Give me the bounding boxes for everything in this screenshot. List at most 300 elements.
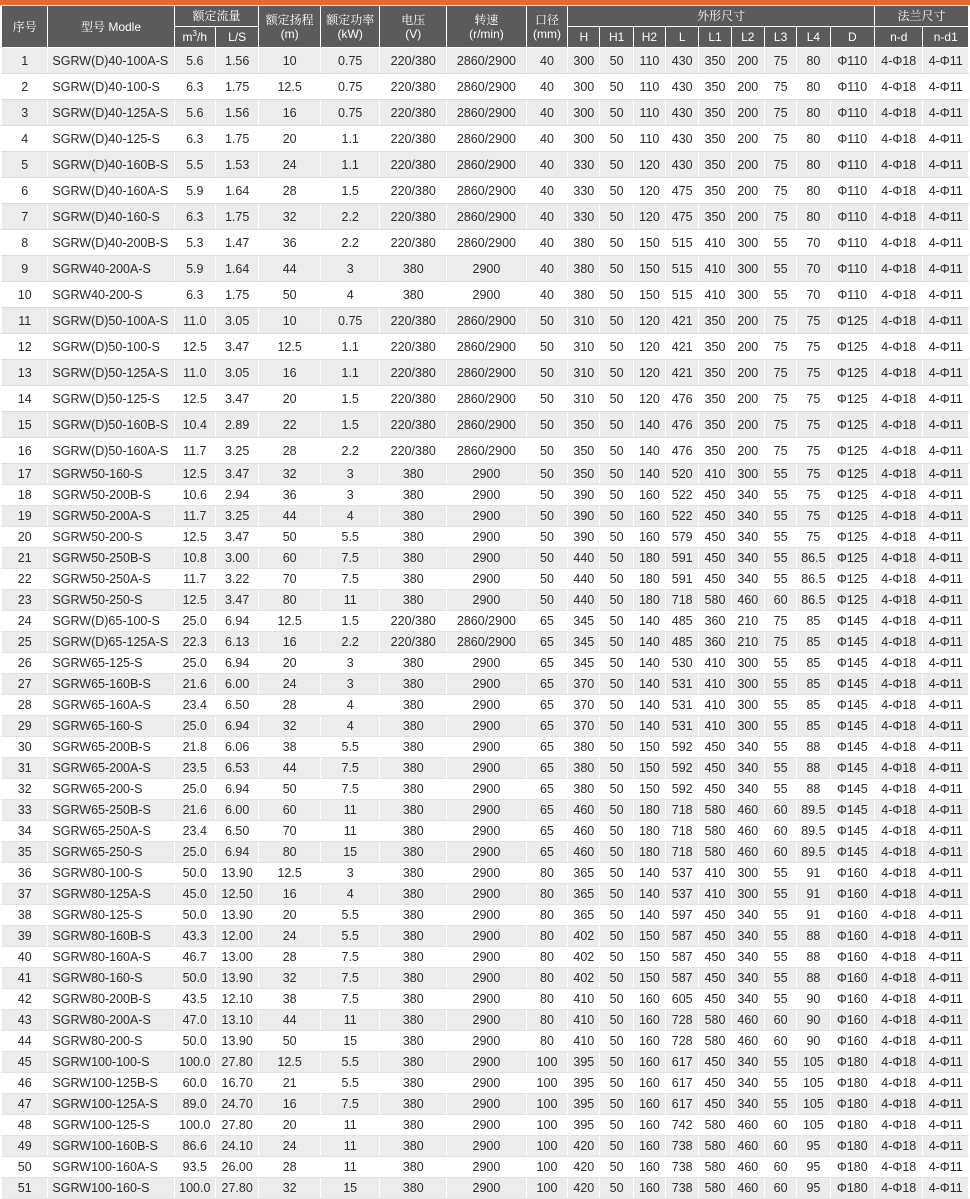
table-cell: 380 bbox=[380, 282, 447, 308]
table-cell: 5.9 bbox=[174, 178, 215, 204]
table-cell: 60 bbox=[764, 842, 796, 863]
table-cell: 1.1 bbox=[320, 334, 380, 360]
table-cell: 37 bbox=[2, 884, 48, 905]
table-cell: 4-Φ11 bbox=[923, 464, 969, 485]
table-cell: 50 bbox=[600, 282, 633, 308]
table-cell: 65 bbox=[526, 674, 567, 695]
table-cell: 617 bbox=[666, 1073, 699, 1094]
table-row bbox=[2, 48, 969, 74]
table-cell: 75 bbox=[797, 386, 830, 412]
table-cell: Φ110 bbox=[830, 204, 874, 230]
table-cell: 380 bbox=[380, 1115, 447, 1136]
table-cell: 40 bbox=[526, 100, 567, 126]
table-cell: 12.5 bbox=[259, 1052, 321, 1073]
table-cell: 86.5 bbox=[797, 590, 830, 611]
table-cell: 32 bbox=[259, 464, 321, 485]
table-cell: 120 bbox=[633, 204, 665, 230]
table-cell: 340 bbox=[731, 779, 764, 800]
table-cell: 10 bbox=[2, 282, 48, 308]
table-cell: 4-Φ11 bbox=[923, 204, 969, 230]
table-cell: Φ110 bbox=[830, 74, 874, 100]
table-cell: 4-Φ18 bbox=[875, 905, 923, 926]
table-cell: 12.5 bbox=[259, 334, 321, 360]
table-cell: 55 bbox=[764, 905, 796, 926]
table-cell: 29 bbox=[2, 716, 48, 737]
table-cell: 32 bbox=[259, 1178, 321, 1199]
table-row bbox=[2, 926, 969, 947]
table-cell: 140 bbox=[633, 695, 665, 716]
table-cell: 50 bbox=[600, 230, 633, 256]
table-cell: 430 bbox=[666, 48, 699, 74]
table-cell: 460 bbox=[731, 590, 764, 611]
table-cell: 2900 bbox=[447, 737, 527, 758]
table-cell: 55 bbox=[764, 779, 796, 800]
table-cell: 12.50 bbox=[215, 884, 258, 905]
table-cell: SGRW65-160-S bbox=[48, 716, 174, 737]
table-cell: 40 bbox=[526, 256, 567, 282]
table-row bbox=[2, 1031, 969, 1052]
table-cell: 31 bbox=[2, 758, 48, 779]
table-cell: SGRW80-160B-S bbox=[48, 926, 174, 947]
col-head: 额定扬程 (m) bbox=[259, 6, 321, 48]
table-cell: 140 bbox=[633, 653, 665, 674]
table-cell: 3.47 bbox=[215, 590, 258, 611]
table-row bbox=[2, 282, 969, 308]
table-cell: 537 bbox=[666, 884, 699, 905]
table-cell: 100 bbox=[526, 1136, 567, 1157]
table-cell: 738 bbox=[666, 1178, 699, 1199]
table-cell: 340 bbox=[731, 569, 764, 590]
table-cell: 2900 bbox=[447, 884, 527, 905]
table-cell: Φ145 bbox=[830, 716, 874, 737]
table-cell: 220/380 bbox=[380, 632, 447, 653]
table-cell: 88 bbox=[797, 926, 830, 947]
table-row bbox=[2, 821, 969, 842]
table-cell: 11 bbox=[320, 821, 380, 842]
table-cell: 220/380 bbox=[380, 204, 447, 230]
table-cell: 380 bbox=[380, 968, 447, 989]
table-cell: 91 bbox=[797, 905, 830, 926]
table-cell: 380 bbox=[380, 863, 447, 884]
col-dims: 外形尺寸 bbox=[568, 6, 875, 27]
table-cell: 476 bbox=[666, 386, 699, 412]
table-cell: 300 bbox=[731, 653, 764, 674]
table-cell: 50 bbox=[600, 821, 633, 842]
table-cell: SGRW(D)65-100-S bbox=[48, 611, 174, 632]
table-cell: 50 bbox=[600, 438, 633, 464]
table-cell: Φ125 bbox=[830, 308, 874, 334]
table-cell: 10.8 bbox=[174, 548, 215, 569]
col-dim-l2: L2 bbox=[731, 27, 764, 48]
table-row bbox=[2, 464, 969, 485]
table-cell: 20 bbox=[2, 527, 48, 548]
table-cell: 592 bbox=[666, 737, 699, 758]
table-row bbox=[2, 632, 969, 653]
table-cell: 2860/2900 bbox=[447, 48, 527, 74]
table-cell: 340 bbox=[731, 527, 764, 548]
table-cell: Φ160 bbox=[830, 968, 874, 989]
table-cell: Φ180 bbox=[830, 1136, 874, 1157]
table-cell: 55 bbox=[764, 464, 796, 485]
table-cell: 13.90 bbox=[215, 968, 258, 989]
table-cell: 200 bbox=[731, 386, 764, 412]
table-cell: 160 bbox=[633, 1031, 665, 1052]
table-cell: 520 bbox=[666, 464, 699, 485]
table-cell: 450 bbox=[699, 1094, 731, 1115]
table-cell: SGRW65-250A-S bbox=[48, 821, 174, 842]
table-cell: 48 bbox=[2, 1115, 48, 1136]
table-cell: 100.0 bbox=[174, 1178, 215, 1199]
table-row bbox=[2, 611, 969, 632]
table-cell: 3 bbox=[320, 464, 380, 485]
table-cell: 2900 bbox=[447, 989, 527, 1010]
table-cell: 50 bbox=[600, 884, 633, 905]
table-cell: 1.56 bbox=[215, 100, 258, 126]
table-cell: 50 bbox=[600, 569, 633, 590]
table-cell: 50 bbox=[600, 842, 633, 863]
table-cell: Φ125 bbox=[830, 464, 874, 485]
table-cell: 3.47 bbox=[215, 527, 258, 548]
table-cell: 4-Φ18 bbox=[875, 800, 923, 821]
table-cell: 4-Φ18 bbox=[875, 308, 923, 334]
table-cell: 23 bbox=[2, 590, 48, 611]
table-cell: 450 bbox=[699, 1073, 731, 1094]
table-row bbox=[2, 779, 969, 800]
table-cell: 6.00 bbox=[215, 674, 258, 695]
table-cell: 28 bbox=[259, 178, 321, 204]
table-cell: 65 bbox=[526, 758, 567, 779]
table-cell: 4-Φ11 bbox=[923, 611, 969, 632]
table-cell: 6.3 bbox=[174, 204, 215, 230]
table-cell: 440 bbox=[568, 569, 600, 590]
table-cell: 16 bbox=[259, 1094, 321, 1115]
table-cell: SGRW(D)50-160B-S bbox=[48, 412, 174, 438]
table-cell: 150 bbox=[633, 230, 665, 256]
table-cell: 45.0 bbox=[174, 884, 215, 905]
table-cell: 2900 bbox=[447, 821, 527, 842]
table-cell: SGRW(D)40-125-S bbox=[48, 126, 174, 152]
table-cell: 22 bbox=[2, 569, 48, 590]
table-cell: SGRW(D)50-100A-S bbox=[48, 308, 174, 334]
table-cell: 350 bbox=[699, 204, 731, 230]
table-cell: 200 bbox=[731, 334, 764, 360]
table-cell: 450 bbox=[699, 506, 731, 527]
table-cell: 4-Φ18 bbox=[875, 968, 923, 989]
table-cell: 4-Φ18 bbox=[875, 989, 923, 1010]
table-cell: 60 bbox=[764, 1115, 796, 1136]
table-cell: Φ145 bbox=[830, 842, 874, 863]
table-cell: 475 bbox=[666, 178, 699, 204]
table-cell: 140 bbox=[633, 438, 665, 464]
table-cell: 90 bbox=[797, 989, 830, 1010]
table-cell: 65 bbox=[526, 632, 567, 653]
table-cell: SGRW50-200A-S bbox=[48, 506, 174, 527]
table-cell: 86.5 bbox=[797, 569, 830, 590]
table-cell: 380 bbox=[380, 779, 447, 800]
table-row bbox=[2, 1010, 969, 1031]
table-cell: 2860/2900 bbox=[447, 100, 527, 126]
table-cell: 450 bbox=[699, 989, 731, 1010]
table-row bbox=[2, 1157, 969, 1178]
table-cell: 1.64 bbox=[215, 178, 258, 204]
table-cell: 410 bbox=[568, 1010, 600, 1031]
table-cell: SGRW80-160A-S bbox=[48, 947, 174, 968]
table-cell: 100 bbox=[526, 1115, 567, 1136]
table-cell: 4-Φ11 bbox=[923, 989, 969, 1010]
table-cell: 100.0 bbox=[174, 1052, 215, 1073]
table-cell: 4-Φ11 bbox=[923, 282, 969, 308]
table-cell: 340 bbox=[731, 1094, 764, 1115]
table-cell: 4 bbox=[320, 716, 380, 737]
table-cell: 88 bbox=[797, 737, 830, 758]
table-cell: 310 bbox=[568, 334, 600, 360]
table-cell: 450 bbox=[699, 548, 731, 569]
table-cell: 180 bbox=[633, 569, 665, 590]
table-cell: 93.5 bbox=[174, 1157, 215, 1178]
table-cell: 300 bbox=[731, 716, 764, 737]
table-cell: 531 bbox=[666, 695, 699, 716]
table-cell: 340 bbox=[731, 926, 764, 947]
table-cell: 350 bbox=[699, 438, 731, 464]
col-dim-h2: H2 bbox=[633, 27, 665, 48]
table-cell: 440 bbox=[568, 548, 600, 569]
table-row bbox=[2, 968, 969, 989]
table-cell: 350 bbox=[568, 464, 600, 485]
table-row bbox=[2, 758, 969, 779]
col-flange-n-d: n-d bbox=[875, 27, 923, 48]
table-cell: 395 bbox=[568, 1052, 600, 1073]
table-cell: 4-Φ18 bbox=[875, 737, 923, 758]
table-cell: 1.75 bbox=[215, 74, 258, 100]
table-cell: 4-Φ18 bbox=[875, 758, 923, 779]
table-cell: 28 bbox=[259, 438, 321, 464]
table-cell: 28 bbox=[2, 695, 48, 716]
table-cell: 55 bbox=[764, 569, 796, 590]
table-cell: 350 bbox=[699, 360, 731, 386]
table-cell: 450 bbox=[699, 485, 731, 506]
table-row bbox=[2, 905, 969, 926]
table-cell: 40 bbox=[526, 126, 567, 152]
table-cell: Φ125 bbox=[830, 527, 874, 548]
table-cell: 380 bbox=[380, 842, 447, 863]
table-row bbox=[2, 548, 969, 569]
table-cell: 24.10 bbox=[215, 1136, 258, 1157]
table-cell: 4-Φ11 bbox=[923, 1136, 969, 1157]
table-cell: 150 bbox=[633, 737, 665, 758]
table-cell: 475 bbox=[666, 204, 699, 230]
table-cell: 120 bbox=[633, 152, 665, 178]
table-cell: 4-Φ18 bbox=[875, 527, 923, 548]
table-cell: 2900 bbox=[447, 674, 527, 695]
col-flow: 额定流量 bbox=[174, 6, 259, 27]
table-cell: 36 bbox=[259, 485, 321, 506]
table-cell: 100 bbox=[526, 1052, 567, 1073]
table-cell: 4-Φ18 bbox=[875, 360, 923, 386]
table-cell: 36 bbox=[2, 863, 48, 884]
table-cell: 4-Φ11 bbox=[923, 506, 969, 527]
table-cell: 4-Φ18 bbox=[875, 334, 923, 360]
table-cell: 50 bbox=[600, 386, 633, 412]
table-row bbox=[2, 1178, 969, 1199]
table-cell: 4-Φ11 bbox=[923, 821, 969, 842]
table-cell: 50 bbox=[600, 485, 633, 506]
table-cell: 1.1 bbox=[320, 152, 380, 178]
table-cell: 300 bbox=[568, 74, 600, 100]
table-cell: SGRW80-200B-S bbox=[48, 989, 174, 1010]
table-cell: 75 bbox=[797, 485, 830, 506]
col-power: 额定功率 (kW) bbox=[320, 6, 380, 48]
table-cell: 55 bbox=[764, 989, 796, 1010]
table-cell: 4-Φ11 bbox=[923, 126, 969, 152]
table-cell: 2860/2900 bbox=[447, 632, 527, 653]
table-cell: 2900 bbox=[447, 1094, 527, 1115]
table-cell: 89.5 bbox=[797, 821, 830, 842]
table-cell: 485 bbox=[666, 632, 699, 653]
table-cell: 3.00 bbox=[215, 548, 258, 569]
table-row bbox=[2, 1094, 969, 1115]
table-cell: Φ160 bbox=[830, 905, 874, 926]
table-cell: 2900 bbox=[447, 779, 527, 800]
table-cell: 380 bbox=[380, 590, 447, 611]
table-cell: 70 bbox=[797, 230, 830, 256]
table-cell: 160 bbox=[633, 1157, 665, 1178]
table-cell: SGRW65-200B-S bbox=[48, 737, 174, 758]
table-cell: 380 bbox=[380, 1157, 447, 1178]
table-cell: 4-Φ11 bbox=[923, 308, 969, 334]
table-row bbox=[2, 126, 969, 152]
table-cell: 310 bbox=[568, 360, 600, 386]
table-cell: Φ180 bbox=[830, 1073, 874, 1094]
table-cell: 2900 bbox=[447, 800, 527, 821]
table-cell: 47.0 bbox=[174, 1010, 215, 1031]
table-cell: 2900 bbox=[447, 695, 527, 716]
table-cell: 23.5 bbox=[174, 758, 215, 779]
table-cell: 350 bbox=[699, 48, 731, 74]
table-cell: 50 bbox=[526, 527, 567, 548]
table-cell: SGRW(D)50-160A-S bbox=[48, 438, 174, 464]
table-cell: 380 bbox=[380, 1136, 447, 1157]
table-cell: 100 bbox=[526, 1073, 567, 1094]
table-cell: 4-Φ18 bbox=[875, 204, 923, 230]
table-cell: 340 bbox=[731, 1052, 764, 1073]
table-cell: 20 bbox=[259, 905, 321, 926]
table-cell: 28 bbox=[259, 947, 321, 968]
table-cell: 44 bbox=[259, 758, 321, 779]
table-cell: 3.47 bbox=[215, 334, 258, 360]
table-cell: 5.5 bbox=[320, 905, 380, 926]
table-row bbox=[2, 590, 969, 611]
table-cell: 7.5 bbox=[320, 1094, 380, 1115]
table-cell: 41 bbox=[2, 968, 48, 989]
table-cell: 200 bbox=[731, 74, 764, 100]
table-cell: 410 bbox=[699, 464, 731, 485]
table-cell: 32 bbox=[2, 779, 48, 800]
table-cell: 476 bbox=[666, 438, 699, 464]
table-cell: 460 bbox=[731, 1157, 764, 1178]
table-cell: 300 bbox=[731, 230, 764, 256]
table-cell: 80 bbox=[797, 204, 830, 230]
table-cell: 6.00 bbox=[215, 800, 258, 821]
table-cell: 200 bbox=[731, 152, 764, 178]
table-cell: 7.5 bbox=[320, 968, 380, 989]
table-cell: 4-Φ18 bbox=[875, 74, 923, 100]
table-cell: 50 bbox=[600, 178, 633, 204]
table-cell: 90 bbox=[797, 1031, 830, 1052]
table-cell: 80 bbox=[526, 863, 567, 884]
table-cell: 1.1 bbox=[320, 360, 380, 386]
table-cell: 2860/2900 bbox=[447, 126, 527, 152]
table-cell: 15 bbox=[320, 1178, 380, 1199]
table-cell: 390 bbox=[568, 485, 600, 506]
table-cell: 220/380 bbox=[380, 178, 447, 204]
table-cell: 380 bbox=[380, 737, 447, 758]
table-cell: SGRW100-125A-S bbox=[48, 1094, 174, 1115]
table-cell: 105 bbox=[797, 1073, 830, 1094]
table-cell: 75 bbox=[764, 360, 796, 386]
table-row bbox=[2, 152, 969, 178]
table-cell: 2.2 bbox=[320, 632, 380, 653]
table-cell: 345 bbox=[568, 611, 600, 632]
table-cell: 1 bbox=[2, 48, 48, 74]
table-cell: 86.6 bbox=[174, 1136, 215, 1157]
table-cell: 300 bbox=[568, 126, 600, 152]
table-cell: 85 bbox=[797, 632, 830, 653]
table-cell: 105 bbox=[797, 1052, 830, 1073]
table-cell: 89.5 bbox=[797, 842, 830, 863]
table-cell: 380 bbox=[380, 1031, 447, 1052]
table-cell: 395 bbox=[568, 1073, 600, 1094]
table-cell: 160 bbox=[633, 1094, 665, 1115]
table-cell: 4-Φ18 bbox=[875, 653, 923, 674]
table-cell: 360 bbox=[699, 632, 731, 653]
table-cell: 4-Φ11 bbox=[923, 842, 969, 863]
table-cell: 6.13 bbox=[215, 632, 258, 653]
table-cell: 421 bbox=[666, 308, 699, 334]
table-cell: 4-Φ11 bbox=[923, 1157, 969, 1178]
table-cell: 38 bbox=[259, 737, 321, 758]
table-cell: 4 bbox=[2, 126, 48, 152]
table-cell: SGRW50-250-S bbox=[48, 590, 174, 611]
table-cell: 50 bbox=[526, 464, 567, 485]
table-cell: 44 bbox=[259, 506, 321, 527]
table-cell: Φ110 bbox=[830, 256, 874, 282]
table-cell: 340 bbox=[731, 758, 764, 779]
table-cell: 4-Φ18 bbox=[875, 695, 923, 716]
table-cell: 365 bbox=[568, 884, 600, 905]
table-cell: 1.1 bbox=[320, 126, 380, 152]
table-cell: 35 bbox=[2, 842, 48, 863]
table-cell: 2 bbox=[2, 74, 48, 100]
table-cell: 4-Φ11 bbox=[923, 1031, 969, 1052]
table-cell: 3 bbox=[320, 863, 380, 884]
table-cell: 50 bbox=[600, 1073, 633, 1094]
table-cell: 340 bbox=[731, 989, 764, 1010]
table-cell: 32 bbox=[259, 968, 321, 989]
table-cell: 4-Φ11 bbox=[923, 926, 969, 947]
table-cell: SGRW40-200A-S bbox=[48, 256, 174, 282]
table-cell: 80 bbox=[797, 74, 830, 100]
table-row bbox=[2, 569, 969, 590]
table-cell: 4-Φ18 bbox=[875, 256, 923, 282]
table-cell: 1.64 bbox=[215, 256, 258, 282]
table-cell: 4-Φ18 bbox=[875, 386, 923, 412]
table-cell: 380 bbox=[380, 821, 447, 842]
table-cell: Φ125 bbox=[830, 506, 874, 527]
table-cell: 402 bbox=[568, 926, 600, 947]
table-cell: SGRW80-200-S bbox=[48, 1031, 174, 1052]
table-cell: 2900 bbox=[447, 485, 527, 506]
table-cell: SGRW100-100-S bbox=[48, 1052, 174, 1073]
